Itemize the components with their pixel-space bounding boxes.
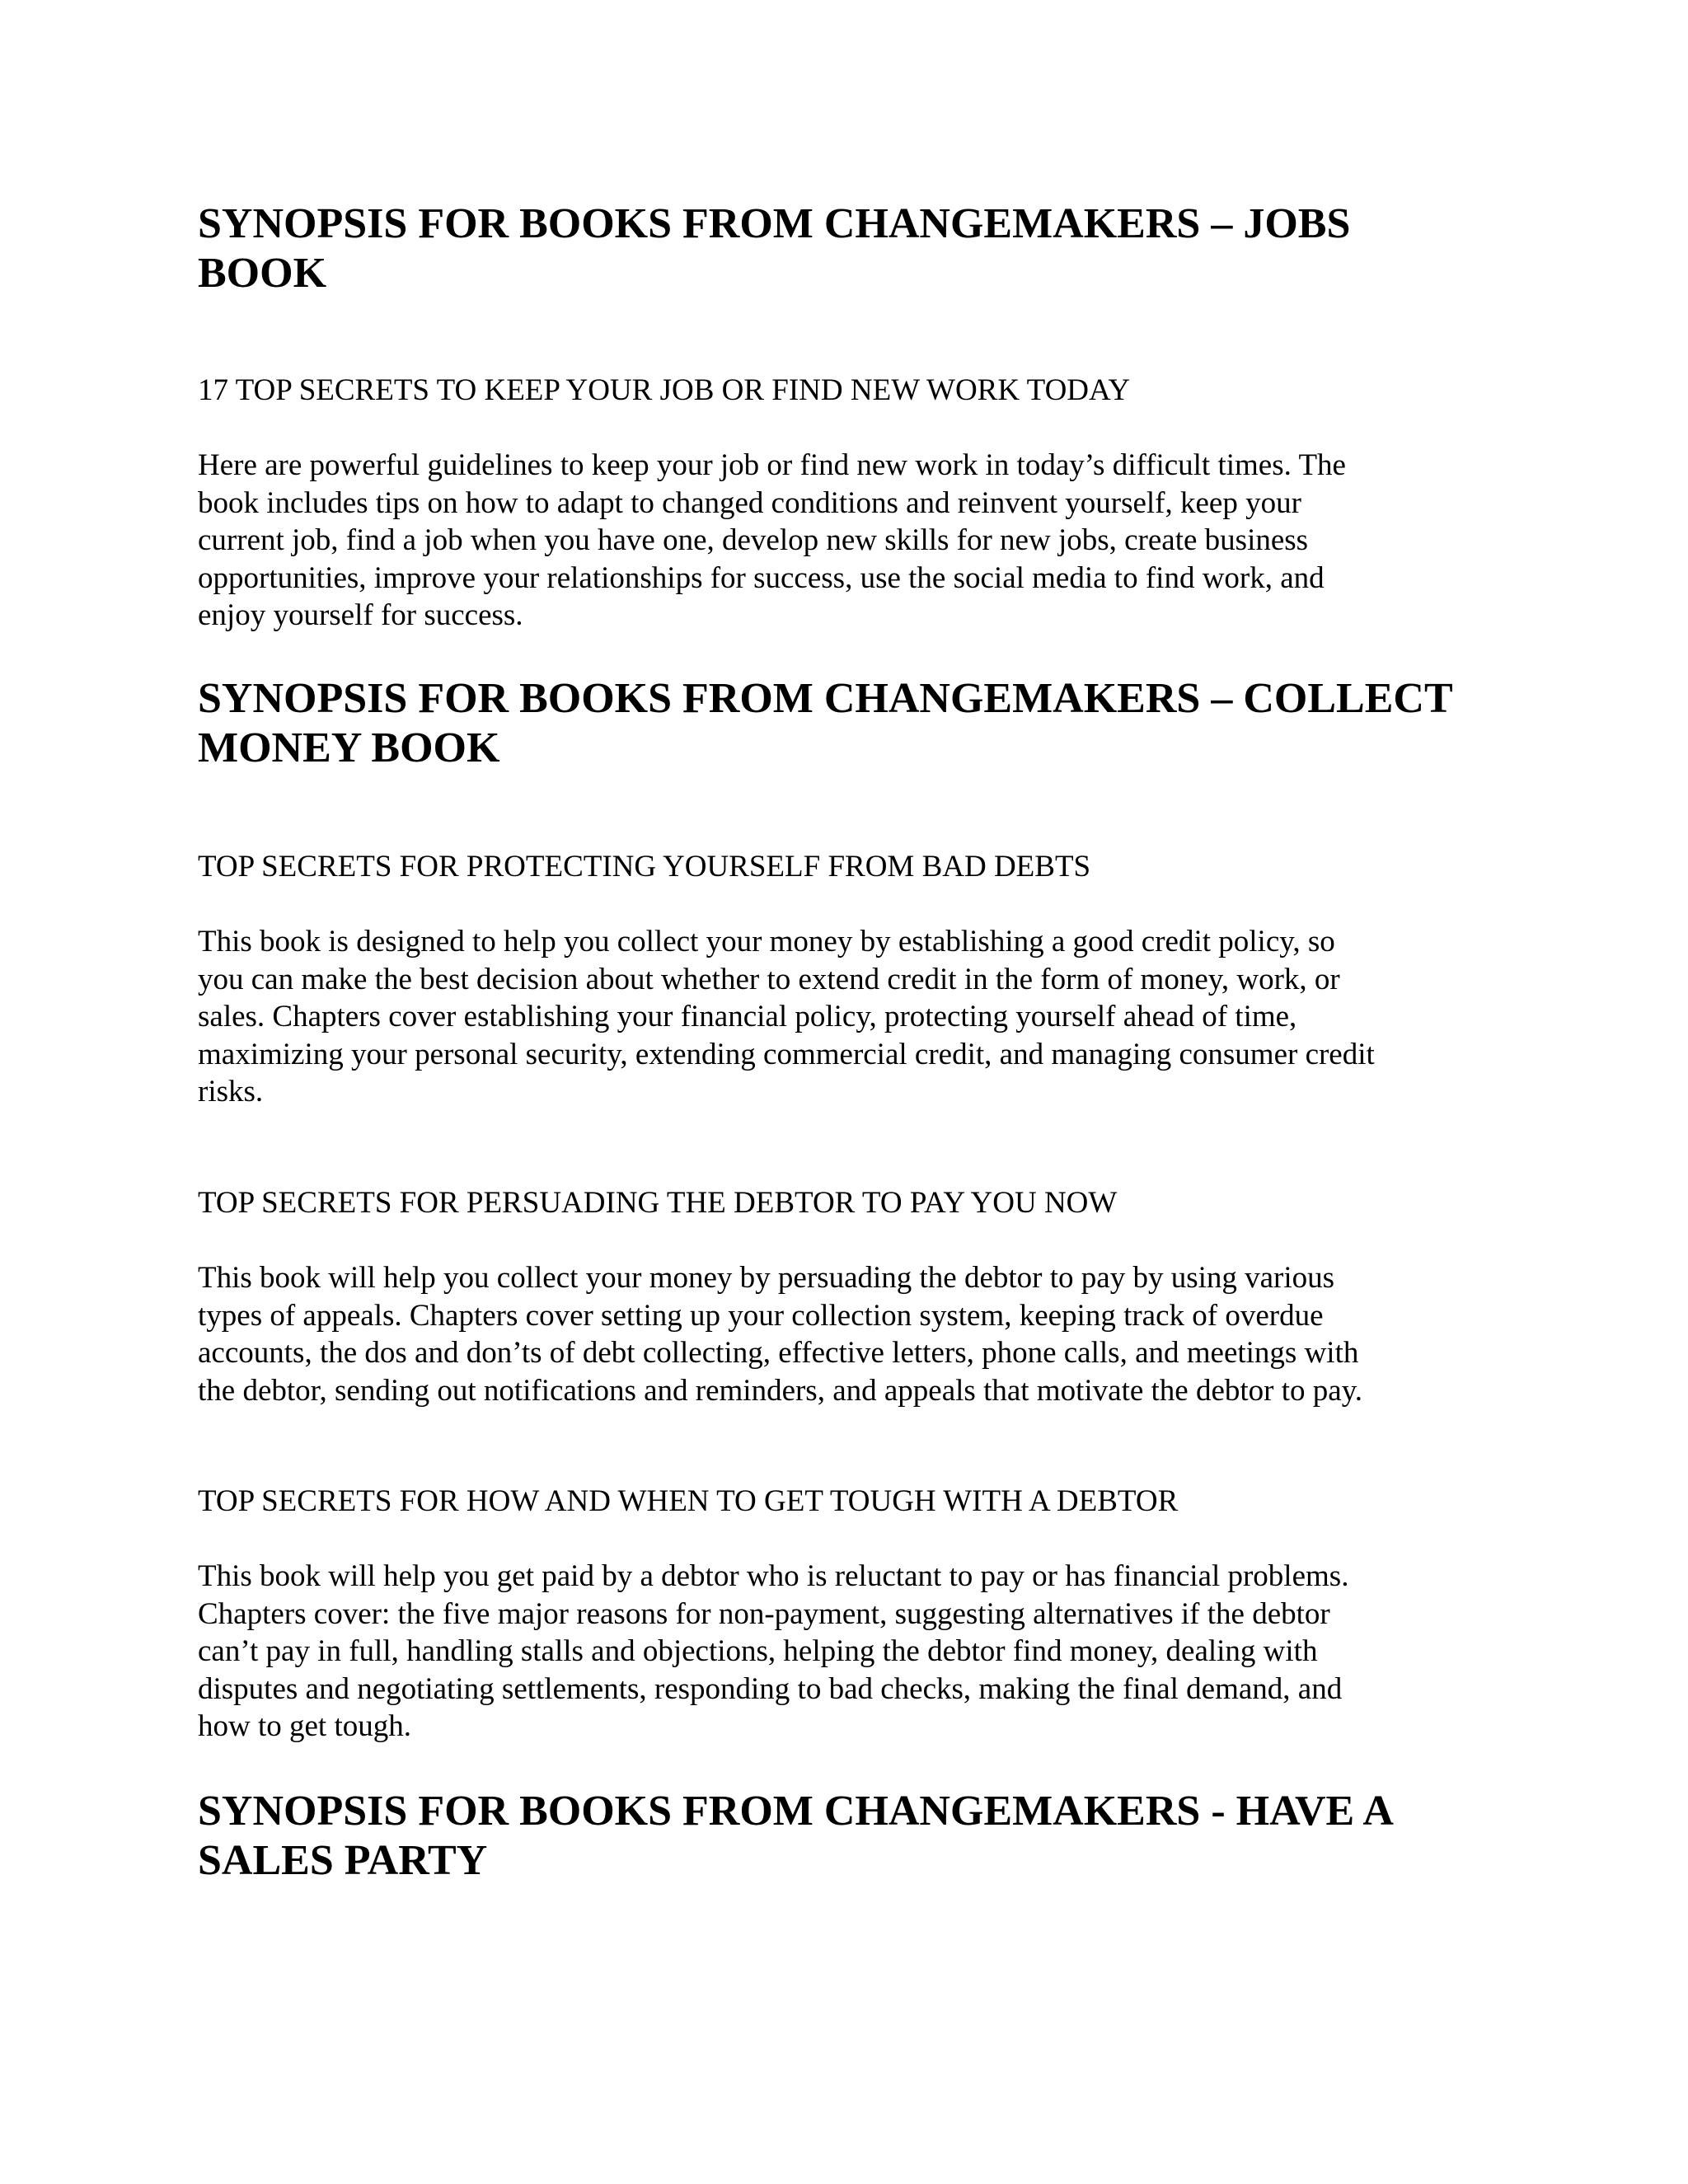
book-synopsis-bad-debts: This book is designed to help you collect your money by establishing a good credit policy, so you can make the best decision about whether to extend credit in the form of money, work, or sales. Chapters cover establishing your financial policy, protecting yourself ahead of time, maximizing your personal security, extending commercial credit, and managing consumer credit risks. (198, 925, 1375, 1108)
book-synopsis-keep-your-job: Here are powerful guidelines to keep your job or find new work in today’s difficult times. The book includes tips on how to adapt to changed conditions and reinvent yourself, keep your current job, find a job when you have one, develop new skills for new jobs, create business opportunities, improve your relationships for success, use the social media to find work, and enjoy yourself for success. (198, 448, 1346, 632)
book-title-persuading-debtor: TOP SECRETS FOR PERSUADING THE DEBTOR TO PAY YOU NOW (198, 1186, 1118, 1220)
book-synopsis-persuading-debtor: This book will help you collect your money by persuading the debtor to pay by using various types of appeals. Chapters cover setting up your collection system, keeping track of overdue accounts, the dos and don’ts of debt collecting, effective letters, phone calls, and meetings with the debtor, sending out notifications and reminders, and appeals that motivate the debtor to pay. (198, 1261, 1363, 1408)
book-title-keep-your-job: 17 TOP SECRETS TO KEEP YOUR JOB OR FIND NEW WORK TODAY (198, 373, 1131, 407)
book-synopsis-get-tough: This book will help you get paid by a debtor who is reluctant to pay or has financial problems. Chapters cover: the five major reasons for non-payment, suggesting alternatives if the debtor can’t pay in full, handling stalls and objections, helping the debtor find money, dealing with disputes and negotiating settlements, responding to bad checks, making the final demand, and how to get tough. (198, 1559, 1349, 1743)
section-heading-sales-party: SYNOPSIS FOR BOOKS FROM CHANGEMAKERS - HAVE A SALES PARTY (198, 1788, 1392, 1884)
section-heading-collect-money-book: SYNOPSIS FOR BOOKS FROM CHANGEMAKERS – COLLECT MONEY BOOK (198, 675, 1452, 771)
section-heading-jobs-book: SYNOPSIS FOR BOOKS FROM CHANGEMAKERS – JOBS BOOK (198, 200, 1351, 297)
book-title-get-tough: TOP SECRETS FOR HOW AND WHEN TO GET TOUGH WITH A DEBTOR (198, 1484, 1179, 1518)
book-title-bad-debts: TOP SECRETS FOR PROTECTING YOURSELF FROM BAD DEBTS (198, 850, 1091, 883)
